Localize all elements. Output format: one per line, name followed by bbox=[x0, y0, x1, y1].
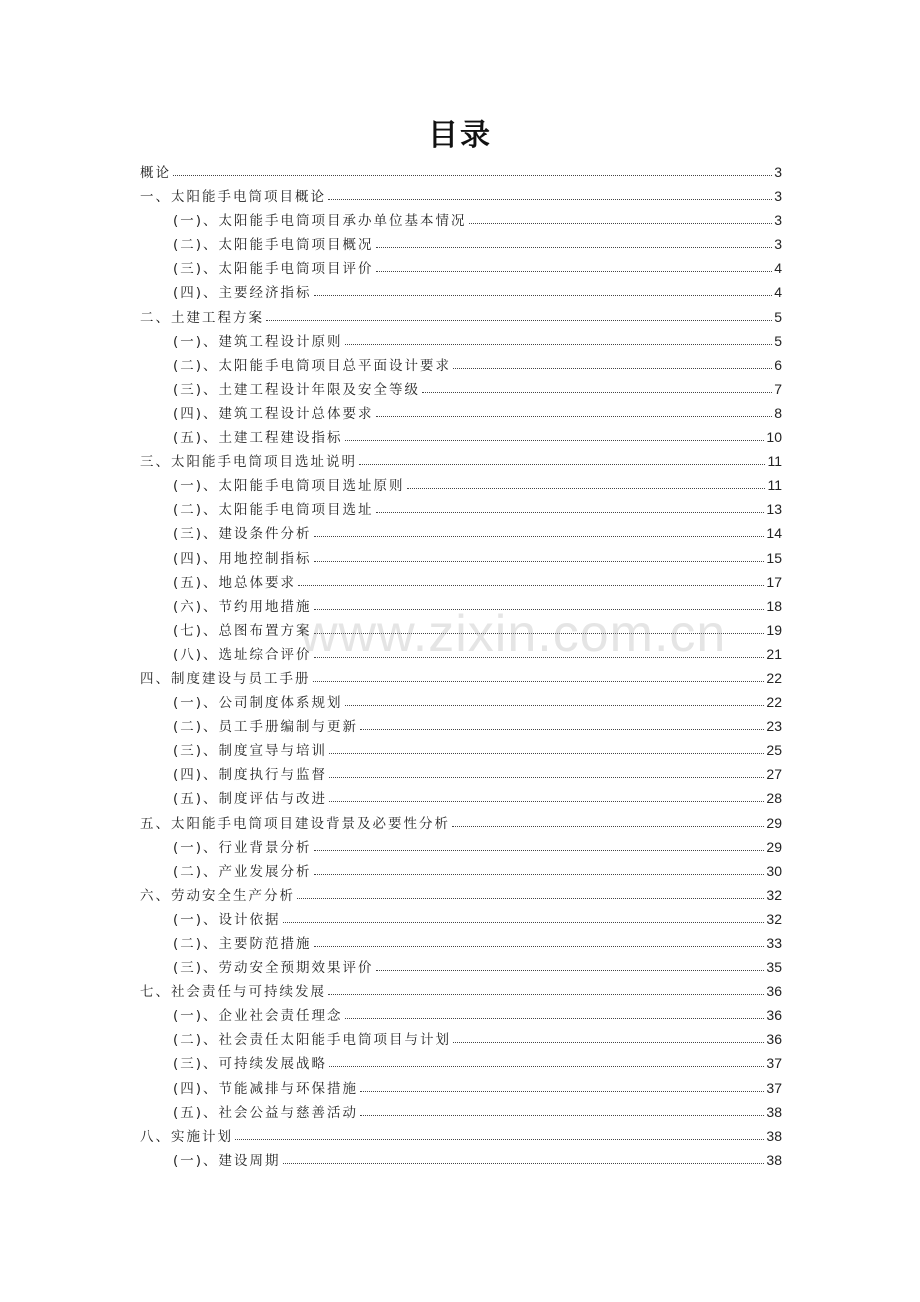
dot-leader bbox=[329, 785, 764, 802]
toc-entry[interactable] bbox=[140, 1051, 782, 1075]
toc-entry-page-number: 37 bbox=[766, 1055, 782, 1072]
toc-entry-page-number: 35 bbox=[766, 959, 782, 976]
toc-entry[interactable] bbox=[140, 280, 782, 304]
dot-leader bbox=[328, 183, 772, 200]
toc-entry-label: 二、土建工程方案 bbox=[140, 309, 264, 326]
toc-entry[interactable] bbox=[140, 546, 782, 570]
toc-entry-page-number: 19 bbox=[766, 621, 782, 638]
dot-leader bbox=[360, 1075, 764, 1092]
dot-leader bbox=[283, 1147, 765, 1164]
toc-entry-page-number: 36 bbox=[766, 983, 782, 1000]
toc-entry-page-number: 17 bbox=[766, 573, 782, 590]
dot-leader bbox=[298, 569, 764, 586]
toc-entry[interactable] bbox=[140, 594, 782, 618]
dot-leader bbox=[328, 978, 764, 995]
toc-entry-label: 三、太阳能手电筒项目选址说明 bbox=[140, 454, 357, 471]
toc-entry-label: (二)、太阳能手电筒项目总平面设计要求 bbox=[173, 357, 452, 374]
toc-entry-page-number: 29 bbox=[766, 838, 782, 855]
dot-leader bbox=[345, 689, 765, 706]
dot-leader bbox=[297, 882, 764, 899]
toc-entry-label: (一)、太阳能手电筒项目选址原则 bbox=[173, 478, 405, 495]
toc-entry[interactable] bbox=[140, 521, 782, 545]
dot-leader bbox=[376, 255, 773, 272]
toc-entry-label: 六、劳动安全生产分析 bbox=[140, 887, 295, 904]
toc-entry[interactable] bbox=[140, 979, 782, 1003]
toc-entry[interactable] bbox=[140, 473, 782, 497]
toc-entry[interactable] bbox=[140, 618, 782, 642]
watermark: www.zixin.com.cn bbox=[300, 605, 727, 663]
toc-entry[interactable] bbox=[140, 377, 782, 401]
toc-entry[interactable] bbox=[140, 714, 782, 738]
toc-entry-label: (三)、制度宣导与培训 bbox=[173, 743, 328, 760]
toc-entry[interactable] bbox=[140, 666, 782, 690]
toc-entry[interactable] bbox=[140, 786, 782, 810]
dot-leader bbox=[469, 207, 773, 224]
toc-entry-page-number: 14 bbox=[766, 525, 782, 542]
toc-entry[interactable] bbox=[140, 642, 782, 666]
dot-leader bbox=[360, 713, 764, 730]
toc-entry-page-number: 3 bbox=[774, 188, 782, 205]
dot-leader bbox=[173, 159, 772, 176]
toc-entry[interactable] bbox=[140, 570, 782, 594]
toc-entry-page-number: 32 bbox=[766, 886, 782, 903]
toc-entry-page-number: 38 bbox=[766, 1151, 782, 1168]
toc-entry-page-number: 37 bbox=[766, 1079, 782, 1096]
toc-entry-page-number: 5 bbox=[774, 308, 782, 325]
dot-leader bbox=[407, 472, 766, 489]
toc-entry[interactable] bbox=[140, 1100, 782, 1124]
toc-entry-label: 五、太阳能手电筒项目建设背景及必要性分析 bbox=[140, 815, 450, 832]
dot-leader bbox=[422, 376, 772, 393]
dot-leader bbox=[266, 304, 772, 321]
toc-entry-label: (五)、社会公益与慈善活动 bbox=[173, 1104, 359, 1121]
toc-entry[interactable] bbox=[140, 305, 782, 329]
dot-leader bbox=[235, 1123, 764, 1140]
toc-entry-label: (一)、行业背景分析 bbox=[173, 839, 312, 856]
toc-entry-label: (二)、员工手册编制与更新 bbox=[173, 719, 359, 736]
dot-leader bbox=[376, 954, 765, 971]
toc-entry[interactable] bbox=[140, 835, 782, 859]
toc-entry-page-number: 25 bbox=[766, 742, 782, 759]
dot-leader bbox=[345, 328, 773, 345]
dot-leader bbox=[314, 279, 773, 296]
dot-leader bbox=[452, 810, 764, 827]
dot-leader bbox=[314, 593, 765, 610]
toc-entry-label: (三)、可持续发展战略 bbox=[173, 1056, 328, 1073]
dot-leader bbox=[345, 1002, 765, 1019]
dot-leader bbox=[453, 352, 772, 369]
toc-entry-label: (五)、地总体要求 bbox=[173, 574, 297, 591]
toc-entry-label: (三)、土建工程设计年限及安全等级 bbox=[173, 381, 421, 398]
toc-entry-page-number: 13 bbox=[766, 501, 782, 518]
toc-entry-page-number: 38 bbox=[766, 1103, 782, 1120]
toc-entry-label: (三)、太阳能手电筒项目评价 bbox=[173, 261, 374, 278]
toc-entry-page-number: 10 bbox=[766, 429, 782, 446]
toc-entry-label: (四)、用地控制指标 bbox=[173, 550, 312, 567]
toc-entry-page-number: 7 bbox=[774, 380, 782, 397]
toc-entry-page-number: 4 bbox=[774, 260, 782, 277]
toc-entry[interactable] bbox=[140, 184, 782, 208]
toc-entry-page-number: 29 bbox=[766, 814, 782, 831]
dot-leader bbox=[314, 834, 765, 851]
table-of-contents bbox=[140, 160, 782, 1172]
toc-entry-label: 七、社会责任与可持续发展 bbox=[140, 984, 326, 1001]
dot-leader bbox=[360, 1099, 764, 1116]
toc-entry-page-number: 23 bbox=[766, 718, 782, 735]
dot-leader bbox=[314, 641, 765, 658]
dot-leader bbox=[314, 930, 765, 947]
toc-entry-page-number: 18 bbox=[766, 597, 782, 614]
toc-entry-label: 四、制度建设与员工手册 bbox=[140, 670, 311, 687]
toc-entry[interactable] bbox=[140, 931, 782, 955]
toc-entry[interactable] bbox=[140, 907, 782, 931]
page-title: 目录 bbox=[428, 118, 492, 153]
dot-leader bbox=[314, 520, 765, 537]
toc-entry-label: (二)、太阳能手电筒项目选址 bbox=[173, 502, 374, 519]
toc-entry-page-number: 32 bbox=[766, 910, 782, 927]
dot-leader bbox=[329, 1050, 764, 1067]
dot-leader bbox=[376, 496, 765, 513]
toc-entry[interactable] bbox=[140, 955, 782, 979]
toc-entry-page-number: 21 bbox=[766, 645, 782, 662]
toc-entry-page-number: 6 bbox=[774, 356, 782, 373]
toc-entry-label: (六)、节约用地措施 bbox=[173, 598, 312, 615]
toc-entry-page-number: 28 bbox=[766, 790, 782, 807]
toc-entry[interactable] bbox=[140, 738, 782, 762]
toc-entry[interactable] bbox=[140, 160, 782, 184]
toc-entry-page-number: 3 bbox=[774, 164, 782, 180]
toc-entry-page-number: 5 bbox=[774, 332, 782, 349]
dot-leader bbox=[314, 617, 765, 634]
toc-entry-label: (二)、主要防范措施 bbox=[173, 936, 312, 952]
toc-entry-label: (四)、主要经济指标 bbox=[173, 285, 312, 302]
toc-entry-label: (三)、建设条件分析 bbox=[173, 526, 312, 543]
toc-entry-label: (三)、劳动安全预期效果评价 bbox=[173, 960, 374, 977]
toc-entry-page-number: 4 bbox=[774, 284, 782, 301]
toc-entry-page-number: 27 bbox=[766, 766, 782, 783]
toc-entry-page-number: 8 bbox=[774, 404, 782, 421]
toc-entry-page-number: 3 bbox=[774, 236, 782, 253]
toc-entry-page-number: 33 bbox=[766, 935, 782, 951]
dot-leader bbox=[453, 1026, 764, 1043]
toc-entry-page-number: 3 bbox=[774, 212, 782, 229]
toc-entry-label: (一)、企业社会责任理念 bbox=[173, 1008, 343, 1025]
toc-entry-page-number: 36 bbox=[766, 1007, 782, 1024]
toc-entry[interactable] bbox=[140, 762, 782, 786]
toc-entry-page-number: 30 bbox=[766, 862, 782, 879]
toc-entry-label: 八、实施计划 bbox=[140, 1128, 233, 1145]
toc-entry-page-number: 22 bbox=[766, 669, 782, 686]
toc-entry-label: (四)、建筑工程设计总体要求 bbox=[173, 405, 374, 422]
toc-entry-label: 一、太阳能手电筒项目概论 bbox=[140, 189, 326, 206]
dot-leader bbox=[345, 424, 765, 441]
toc-entry-page-number: 15 bbox=[766, 549, 782, 566]
toc-entry-label: (五)、制度评估与改进 bbox=[173, 791, 328, 808]
toc-entry[interactable] bbox=[140, 256, 782, 280]
toc-entry[interactable] bbox=[140, 1148, 782, 1172]
dot-leader bbox=[329, 737, 764, 754]
dot-leader bbox=[376, 231, 773, 248]
toc-entry[interactable] bbox=[140, 1027, 782, 1051]
toc-entry-label: (一)、建设周期 bbox=[173, 1152, 281, 1169]
toc-entry[interactable] bbox=[140, 353, 782, 377]
toc-entry[interactable] bbox=[140, 401, 782, 425]
dot-leader bbox=[314, 545, 765, 562]
toc-entry[interactable] bbox=[140, 329, 782, 353]
toc-entry-label: (一)、设计依据 bbox=[173, 911, 281, 928]
toc-entry[interactable] bbox=[140, 811, 782, 835]
toc-entry[interactable] bbox=[140, 859, 782, 883]
toc-entry-label: (二)、社会责任太阳能手电筒项目与计划 bbox=[173, 1032, 452, 1049]
toc-entry-page-number: 22 bbox=[766, 694, 782, 711]
toc-entry[interactable] bbox=[140, 883, 782, 907]
toc-entry-label: (一)、公司制度体系规划 bbox=[173, 695, 343, 712]
toc-entry-label: (四)、制度执行与监督 bbox=[173, 767, 328, 784]
toc-entry[interactable] bbox=[140, 232, 782, 256]
toc-entry[interactable] bbox=[140, 208, 782, 232]
toc-entry-page-number: 36 bbox=[766, 1031, 782, 1048]
toc-entry-label: 概论 bbox=[140, 165, 171, 181]
toc-entry-label: (一)、建筑工程设计原则 bbox=[173, 333, 343, 350]
toc-entry-label: (二)、产业发展分析 bbox=[173, 863, 312, 880]
toc-entry-label: (二)、太阳能手电筒项目概况 bbox=[173, 237, 374, 254]
dot-leader bbox=[376, 400, 773, 417]
dot-leader bbox=[313, 665, 765, 682]
toc-entry-label: (八)、选址综合评价 bbox=[173, 646, 312, 663]
toc-entry-label: (七)、总图布置方案 bbox=[173, 622, 312, 639]
toc-entry-label: (五)、土建工程建设指标 bbox=[173, 430, 343, 447]
toc-entry[interactable] bbox=[140, 425, 782, 449]
toc-entry[interactable] bbox=[140, 497, 782, 521]
toc-entry[interactable] bbox=[140, 1124, 782, 1148]
toc-entry-page-number: 11 bbox=[767, 453, 782, 470]
toc-entry[interactable] bbox=[140, 1076, 782, 1100]
toc-entry[interactable] bbox=[140, 449, 782, 473]
dot-leader bbox=[359, 448, 765, 465]
dot-leader bbox=[283, 906, 765, 923]
toc-entry-page-number: 38 bbox=[766, 1127, 782, 1144]
dot-leader bbox=[314, 858, 765, 875]
toc-entry[interactable] bbox=[140, 690, 782, 714]
toc-entry-label: (一)、太阳能手电筒项目承办单位基本情况 bbox=[173, 213, 467, 230]
toc-entry-page-number: 11 bbox=[767, 477, 782, 494]
toc-entry-label: (四)、节能减排与环保措施 bbox=[173, 1080, 359, 1097]
dot-leader bbox=[329, 761, 764, 778]
toc-entry[interactable] bbox=[140, 1003, 782, 1027]
